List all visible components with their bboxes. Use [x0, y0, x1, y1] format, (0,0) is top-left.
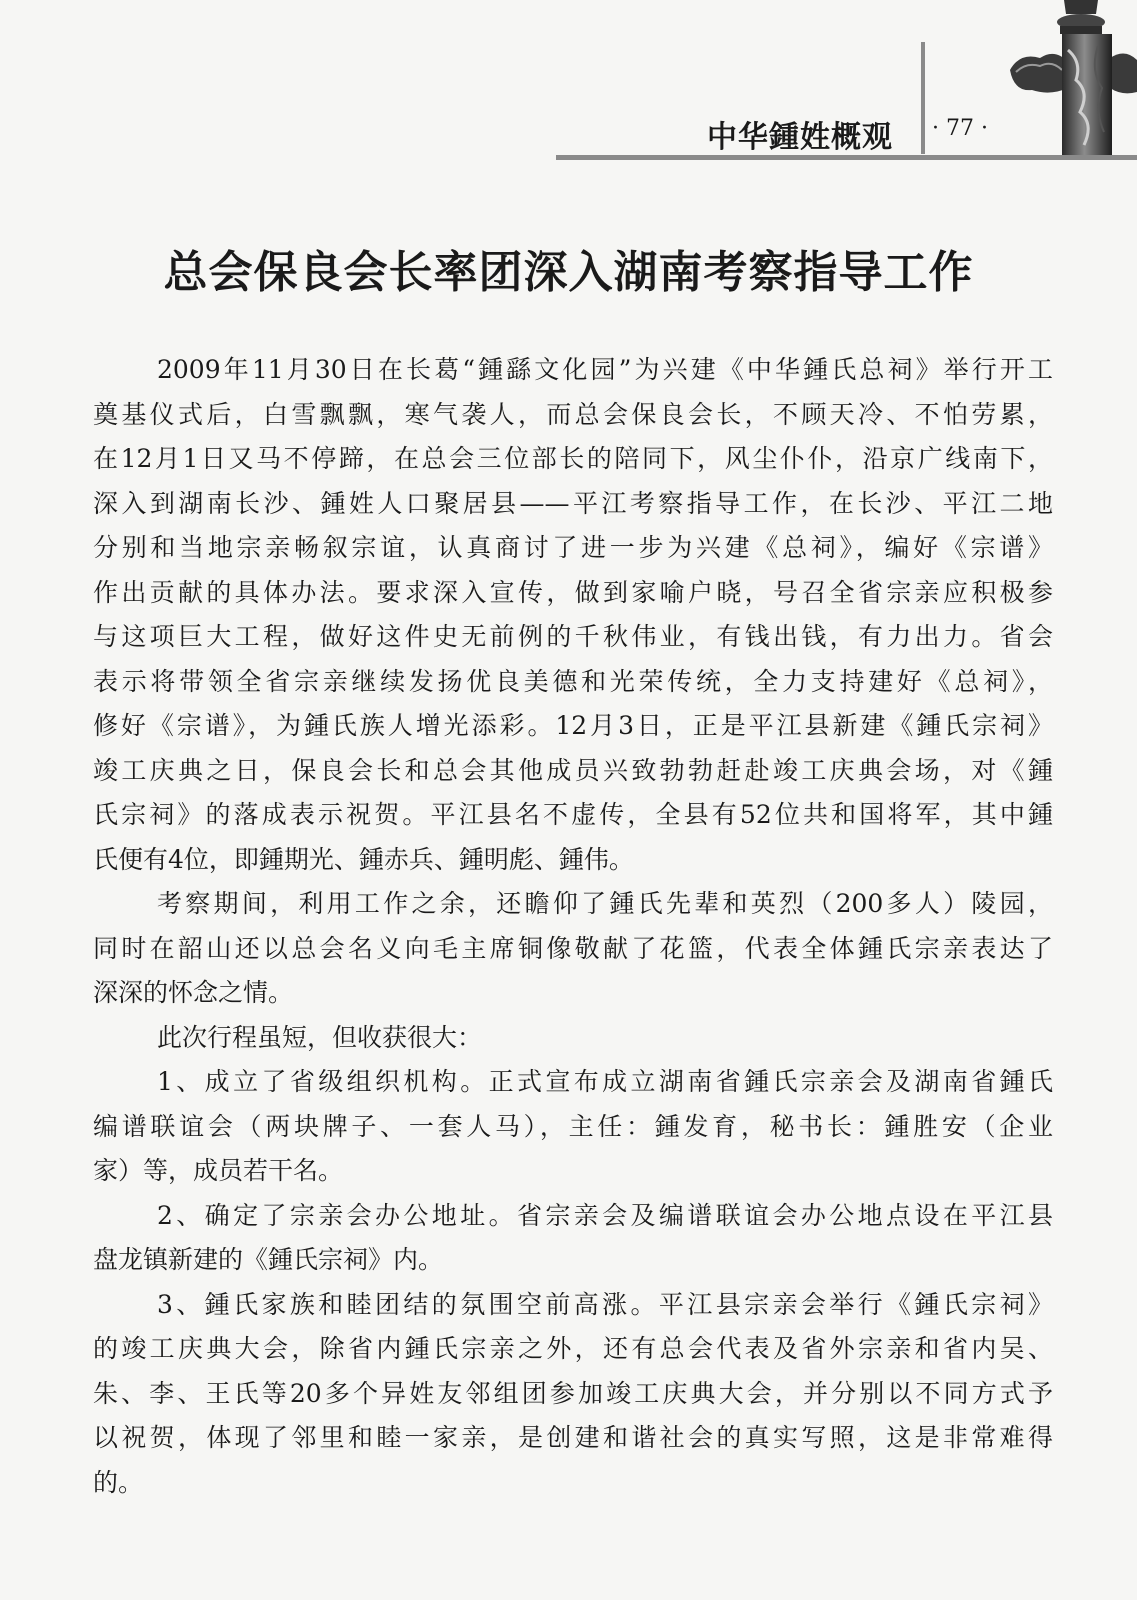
text-line: 深入到湖南长沙、鍾姓人口聚居县——平江考察指导工作，在长沙、平江二地 — [93, 488, 1053, 518]
article-body — [93, 348, 1053, 1505]
text-line: 家）等，成员若干名。 — [93, 1156, 344, 1185]
text-line: 表示将带领全省宗亲继续发扬优良美德和光荣传统，全力支持建好《总祠》， — [93, 666, 1053, 696]
text-line: 朱、李、王氏等20多个异姓友邻组团参加竣工庆典大会，并分别以不同方式予 — [93, 1378, 1053, 1408]
page-number: · 77 · — [932, 116, 988, 141]
text-line: 深深的怀念之情。 — [93, 978, 294, 1007]
text-line: 氏便有4位，即鍾期光、鍾赤兵、鍾明彪、鍾伟。 — [93, 844, 634, 874]
text-line: 竣工庆典之日，保良会长和总会其他成员兴致勃勃赶赴竣工庆典会场，对《鍾 — [93, 755, 1053, 785]
text-line: 1、成立了省级组织机构。正式宣布成立湖南省鍾氏宗亲会及湖南省鍾氏 — [157, 1067, 1053, 1096]
running-header-title: 中华鍾姓概观 — [707, 120, 893, 155]
text-line: 3、鍾氏家族和睦团结的氛围空前高涨。平江县宗亲会举行《鍾氏宗祠》 — [157, 1289, 1053, 1319]
text-line: 考察期间，利用工作之余，还瞻仰了鍾氏先辈和英烈（200多人）陵园， — [157, 889, 1053, 918]
text-line: 的。 — [93, 1467, 144, 1497]
text-line: 在12月1日又马不停蹄，在总会三位部长的陪同下，风尘仆仆，沿京广线南下， — [93, 444, 1053, 473]
text-line: 修好《宗谱》，为鍾氏族人增光添彩。12月3日，正是平江县新建《鍾氏宗祠》 — [93, 711, 1053, 740]
text-line: 分别和当地宗亲畅叙宗谊，认真商讨了进一步为兴建《总祠》，编好《宗谱》 — [93, 533, 1053, 562]
text-line: 以祝贺，体现了邻里和睦一家亲，是创建和谐社会的真实写照，这是非常难得 — [93, 1423, 1053, 1452]
text-line: 2009年11月30日在长葛“鍾繇文化园”为兴建《中华鍾氏总祠》举行开工 — [157, 355, 1053, 384]
text-line: 此次行程虽短，但收获很大： — [157, 1022, 483, 1052]
text-line: 同时在韶山还以总会名义向毛主席铜像敬献了花篮，代表全体鍾氏宗亲表达了 — [93, 933, 1053, 963]
header-vertical-rule — [921, 42, 925, 154]
text-line: 氏宗祠》的落成表示祝贺。平江县名不虚传，全县有52位共和国将军，其中鍾 — [93, 800, 1053, 829]
text-line: 的竣工庆典大会，除省内鍾氏宗亲之外，还有总会代表及省外宗亲和省内吴、 — [93, 1334, 1053, 1363]
text-line: 2、确定了宗亲会办公地址。省宗亲会及编谱联谊会办公地点设在平江县 — [157, 1200, 1053, 1230]
text-line: 盘龙镇新建的《鍾氏宗祠》内。 — [93, 1245, 444, 1274]
text-line: 作出贡献的具体办法。要求深入宣传，做到家喻户晓，号召全省宗亲应积极参 — [93, 577, 1053, 607]
article-title: 总会保良会长率团深入湖南考察指导工作 — [163, 247, 974, 298]
text-line: 奠基仪式后，白雪飘飘，寒气袭人，而总会保良会长，不顾天冷、不怕劳累， — [93, 399, 1053, 429]
huabiao-pillar-ornament — [1010, 0, 1137, 155]
text-line: 编谱联谊会（两块牌子、一套人马），主任：鍾发育，秘书长：鍾胜安（企业 — [93, 1111, 1053, 1141]
text-line: 与这项巨大工程，做好这件史无前例的千秋伟业，有钱出钱，有力出力。省会 — [93, 622, 1053, 651]
